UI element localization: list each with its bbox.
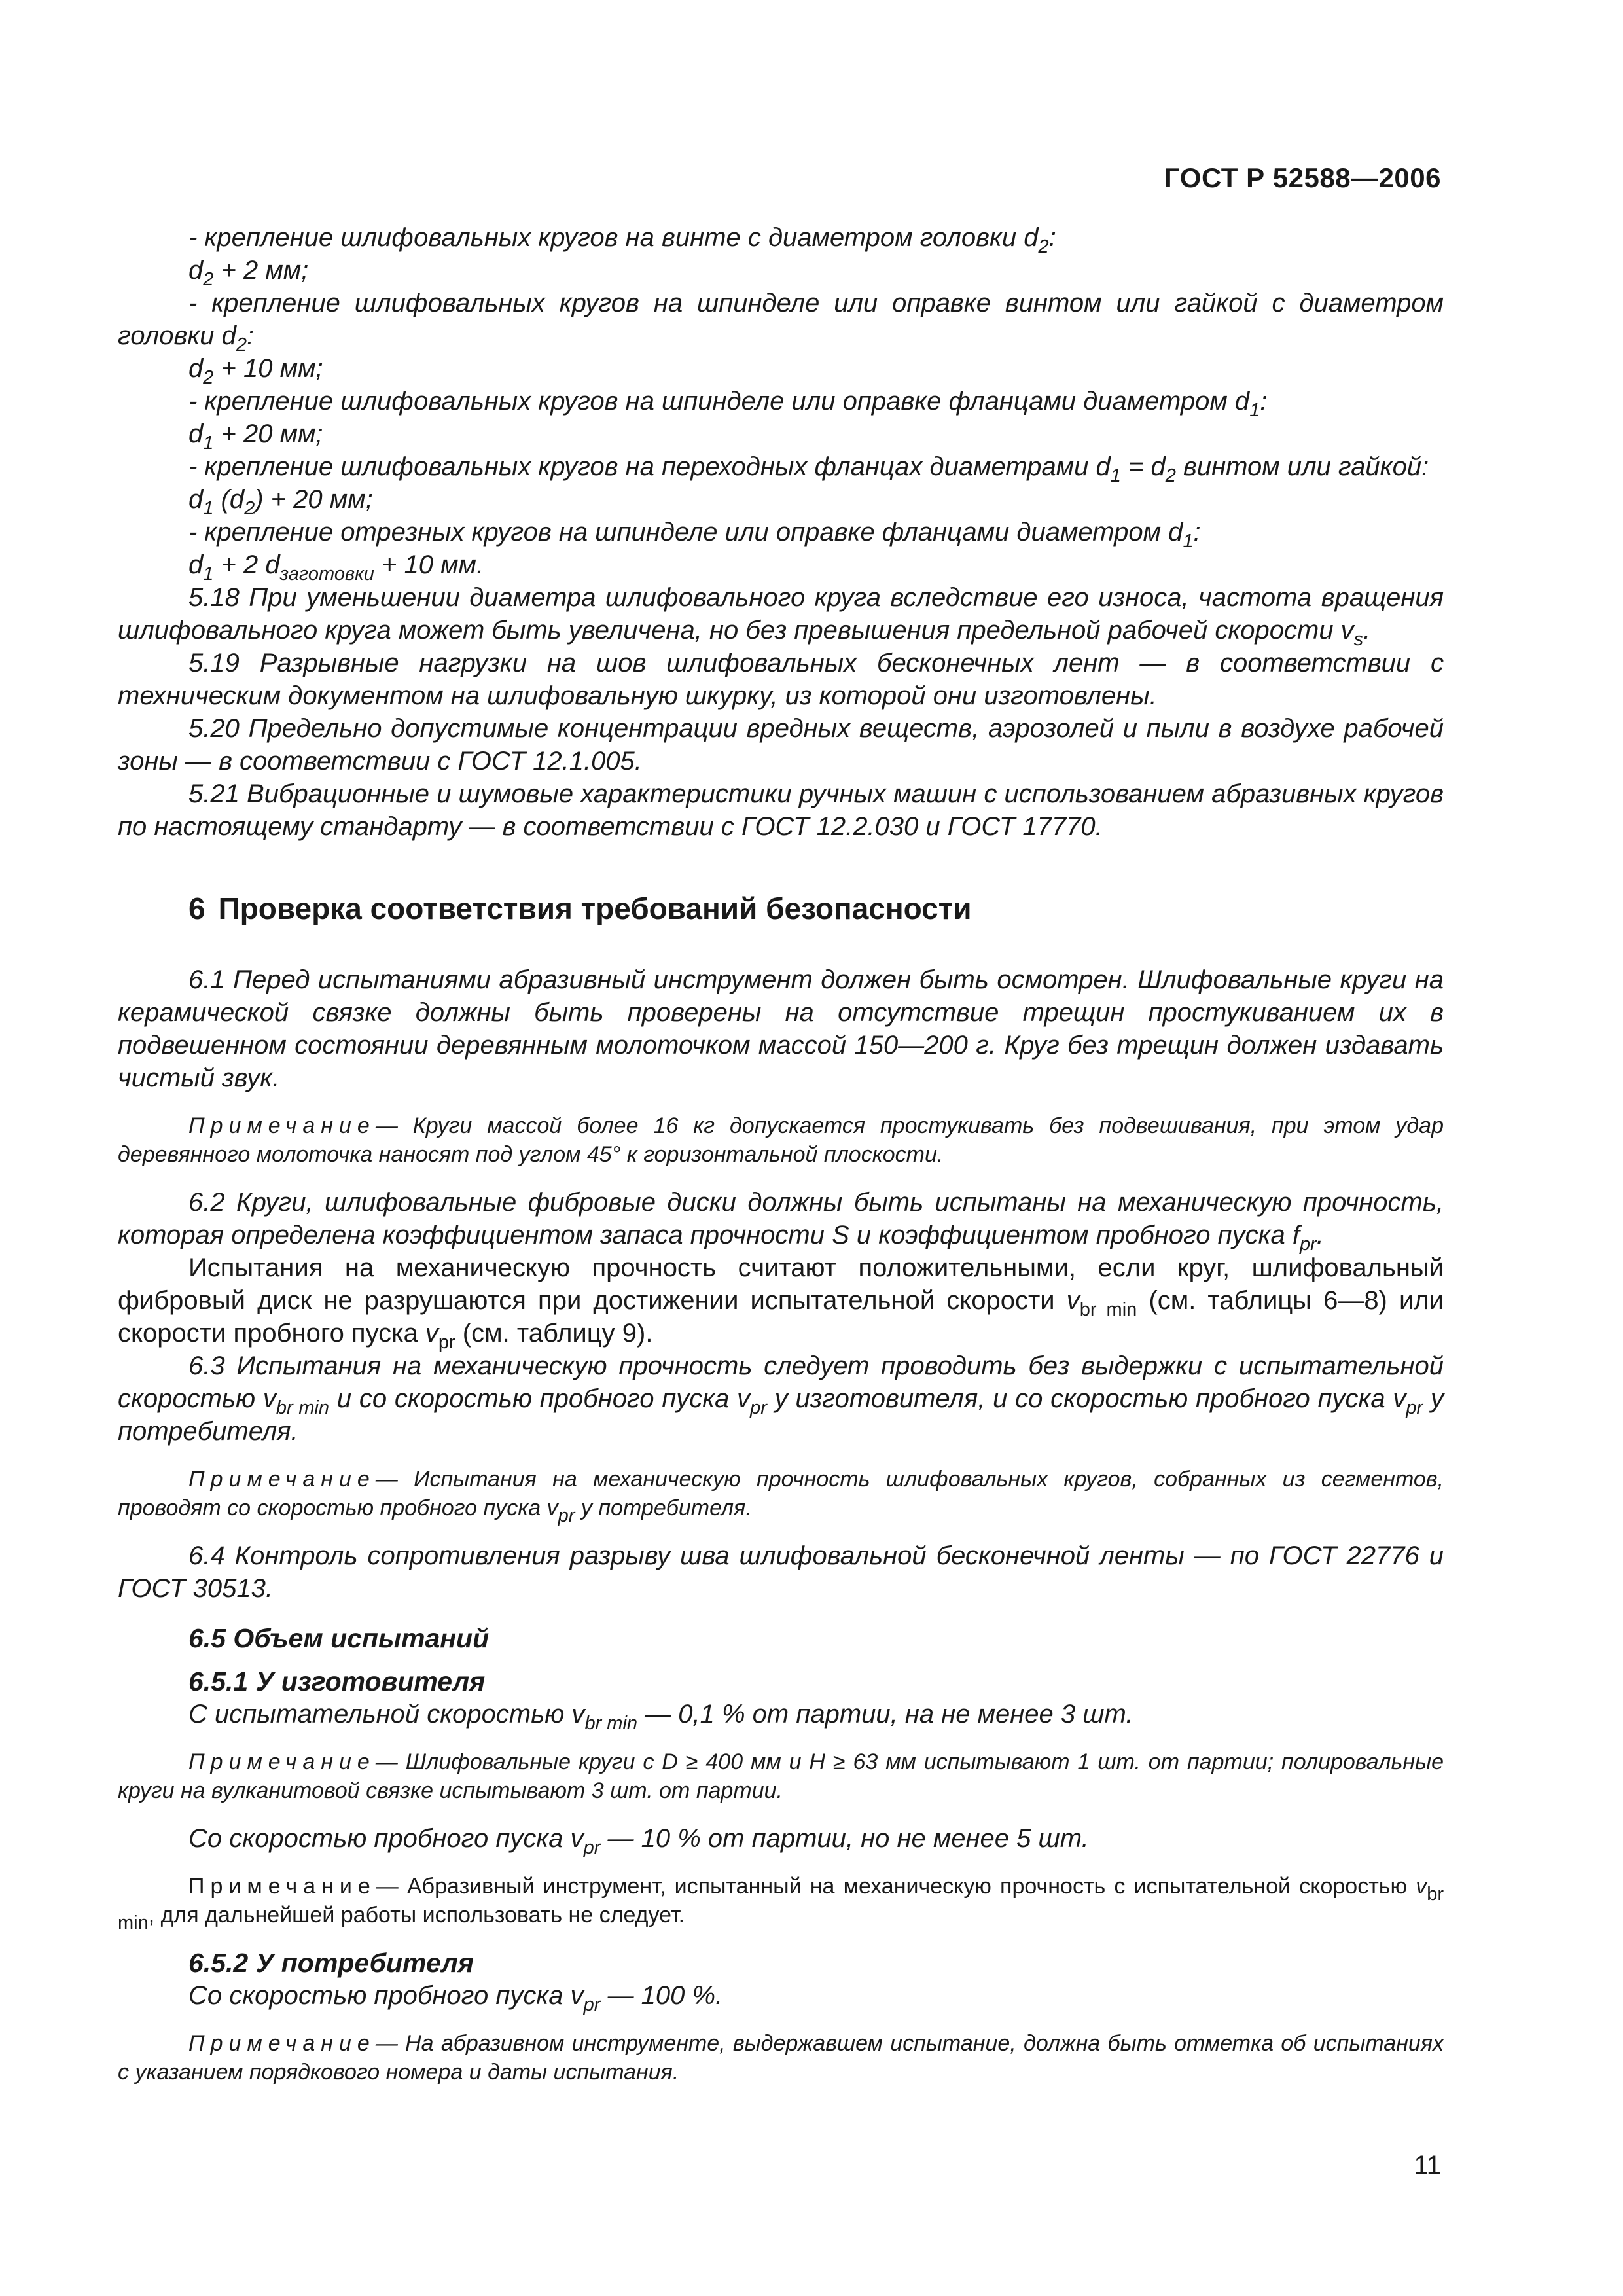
page-number: 11 xyxy=(1414,2151,1441,2179)
section-6-heading xyxy=(188,889,1444,928)
note-3-text: — Шлифовальные круги с D ≥ 400 мм и H ≥ 63 мм испытывают 1 шт. от партии; полировальные круги на вулканитовой связке испытывают 3 шт. от партии. xyxy=(118,1749,1444,1803)
list-line-2: $d_2 + 2$ мм; xyxy=(188,256,309,290)
list-item-1 xyxy=(118,221,1444,257)
document-body xyxy=(118,221,1444,2087)
note-label: Примечание xyxy=(188,2031,376,2056)
list-line-10: $d_1 + 2$ $d_{заготовки} + 10$ мм. xyxy=(188,550,484,584)
list-line-6: $d_1 + 20$ мм; xyxy=(188,420,323,454)
note-5 xyxy=(118,2029,1444,2087)
clause-6-3: 6.3 Испытания на механическую прочность следует проводить без выдержки с испытательной скоростью $v_{br min}$ и со скоростью пробного пуска $v_{pr}$ у изготовителя, и со скоростью пробного пуска $v_{pr}$ у потребителя. xyxy=(118,1352,1444,1446)
clause-6-1: 6.1 Перед испытаниями абразивный инструмент должен быть осмотрен. Шлифовальные круги на керамической связке должны быть проверены на отсутствие трещин простукиванием их в подвешенном состоянии деревянным молоточком массой 150—200 г. Круг без трещин должен издавать чистый звук. xyxy=(118,965,1444,1092)
clause-6-4: 6.4 Контроль сопротивления разрыву шва шлифовальной бесконечной ленты — по ГОСТ 22776 и ГОСТ 30513. xyxy=(118,1541,1444,1603)
subheading-6-5-2: 6.5.2 У потребителя xyxy=(188,1948,474,1978)
clause-5-21: 5.21 Вибрационные и шумовые характеристики ручных машин с использованием абразивных кругов по настоящему стандарту — в соответствии с ГОСТ 12.2.030 и ГОСТ 17770. xyxy=(118,780,1444,841)
note-label: Примечание xyxy=(188,1467,376,1492)
clause-5-20: 5.20 Предельно допустимые концентрации вредных веществ, аэрозолей и пыли в воздухе рабочей зоны — в соответствии с ГОСТ 12.1.005. xyxy=(118,714,1444,776)
list-line-8: $d_1$ $(d_2) + 20$ мм; xyxy=(188,485,373,519)
note-4-text: — Абразивный инструмент, испытанный на механическую прочность с испытательной скоростью $v_{br min}$, для дальнейшей работы использовать не следует. xyxy=(118,1874,1444,1933)
clause-5-18: 5.18 При уменьшении диаметра шлифовального круга вследствие его износа, частота вращения шлифовального круга может быть увеличена, но без превышения предельной рабочей скорости $v_s$. xyxy=(118,583,1444,650)
note-2-text: — Испытания на механическую прочность шлифовальных кругов, собранных из сегментов, проводят со скоростью пробного пуска $v_{pr}$ у потребителя. xyxy=(118,1467,1444,1526)
clause-6-5-1-a: С испытательной скоростью $v_{br min}$ — 0,1 % от партии, на не менее 3 шт. xyxy=(188,1700,1133,1734)
note-3 xyxy=(118,1748,1444,1805)
list-item-7: - крепление шлифовальных кругов на переходных фланцах диаметрами $d_1 = d_2$ винтом или гайкой: xyxy=(188,452,1429,486)
subheading-6-5: 6.5 Объем испытаний xyxy=(188,1623,490,1653)
note-1-text: — Круги массой более 16 кг допускается простукивать без подвешивания, при этом удар деревянного молоточка наносят под углом 45° к горизонтальной плоскости. xyxy=(118,1113,1444,1167)
note-5-text: — На абразивном инструменте, выдержавшем испытание, должна быть отметка об испытаниях с указанием порядкового номера и даты испытания. xyxy=(118,2031,1444,2085)
note-label: Примечание xyxy=(188,1749,376,1774)
list-line-4: $d_2 + 10$ мм; xyxy=(188,354,323,388)
note-4 xyxy=(118,1872,1444,1933)
clause-6-2: 6.2 Круги, шлифовальные фибровые диски должны быть испытаны на механическую прочность, которая определена коэффициентом запаса прочности S и коэффициентом пробного пуска $f_{pr}$. xyxy=(118,1188,1444,1255)
note-2 xyxy=(118,1465,1444,1526)
clause-6-5-1-b: Со скоростью пробного пуска $v_{pr}$ — 10 % от партии, но не менее 5 шт. xyxy=(188,1824,1089,1858)
list-item-3: - крепление шлифовальных кругов на шпинделе или оправке винтом или гайкой с диаметром головки $d_2$: xyxy=(118,289,1444,355)
clause-6-2-b: Испытания на механическую прочность считают положительными, если круг, шлифовальный фибровый диск не разрушаются при достижении испытательной скорости $v_{br min}$ (см. таблицы 6—8) или скорости пробного пуска $v_{pr}$ (см. таблицу 9). xyxy=(118,1253,1444,1353)
clause-6-5-2: Со скоростью пробного пуска $v_{pr}$ — 100 %. xyxy=(188,1981,723,2015)
list-item-5: - крепление шлифовальных кругов на шпинделе или оправке фланцами диаметром $d_1$: xyxy=(188,387,1268,421)
note-label: Примечание xyxy=(188,1113,376,1138)
clause-5-19: 5.19 Разрывные нагрузки на шов шлифовальных бесконечных лент — в соответствии с техническим документом на шлифовальную шкурку, из которой они изготовлены. xyxy=(118,649,1444,710)
document-code-header: ГОСТ Р 52588—2006 xyxy=(1164,162,1441,193)
section-6-title: Проверка соответствия требований безопасности xyxy=(218,891,972,925)
section-6-number: 6 xyxy=(188,891,205,925)
subheading-6-5-1: 6.5.1 У изготовителя xyxy=(188,1666,486,1696)
note-label: Примечание xyxy=(188,1874,376,1899)
list-item-9: - крепление отрезных кругов на шпинделе или оправке фланцами диаметром $d_1$: xyxy=(188,518,1201,552)
list-line-1-text: - крепление шлифовальных кругов на винте с диаметром головки $d_2$: xyxy=(188,223,1056,257)
note-1 xyxy=(118,1111,1444,1169)
